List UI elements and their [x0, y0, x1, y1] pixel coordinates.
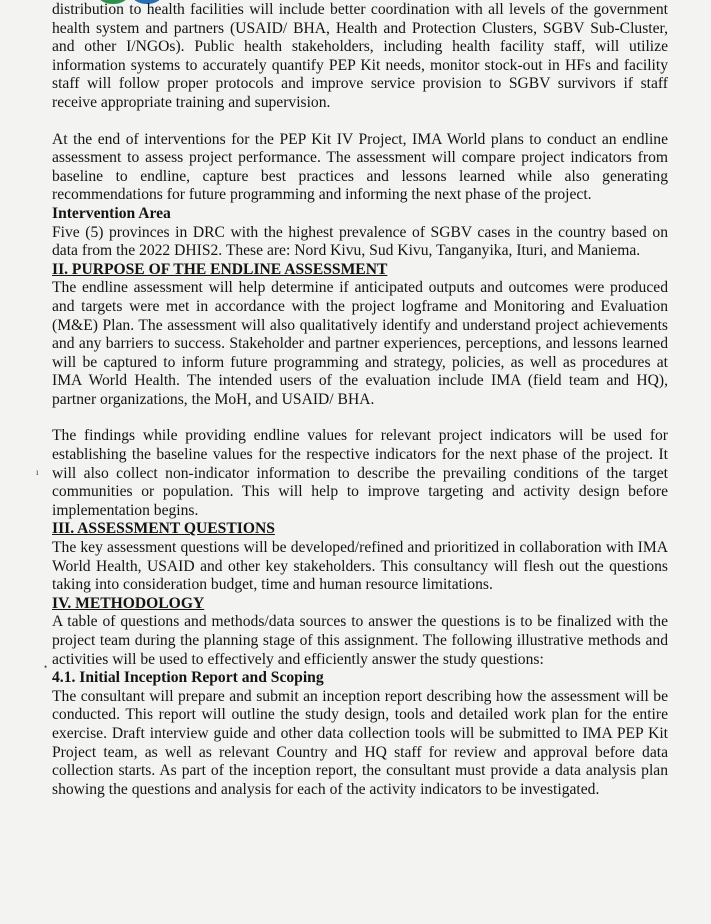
paragraph-endline-plan: At the end of interventions for the PEP Kit IV Project, IMA World plans to conduct an endline assessment to assess project performance. The assessment will compare project indicators from baseline to endline, capture best practices and lessons learned while also generating recommendations for future programming and informing the next phase of the project. [52, 130, 668, 204]
scan-speck: • [44, 662, 48, 672]
purpose-paragraph-2: The findings while providing endline values for relevant project indicators will be used for establishing the baseline values for the respective indicators for the next phase of the project. It will also collect non-indicator information to describe the prevailing conditions of the target communities or population. This will help to improve targeting and activity design before implementation begins. [52, 427, 668, 519]
methodology-text: A table of questions and methods/data sources to answer the questions is to be finalized with the project team during the planning stage of this assignment. The following illustrative methods and activities will be used to effectively and efficiently answer the study questions: [52, 613, 668, 668]
scan-speck: ı [36, 467, 39, 477]
methodology-heading: IV. METHODOLOGY [52, 594, 205, 612]
intervention-area-heading: Intervention Area [52, 204, 171, 222]
assessment-questions-heading: III. ASSESSMENT QUESTIONS [52, 520, 275, 538]
document-body [52, 1, 668, 799]
inception-heading: 4.1. Initial Inception Report and Scoping [52, 669, 324, 687]
intervention-area-text: Five (5) provinces in DRC with the highest prevalence of SGBV cases in the country based on data from the 2022 DHIS2. These are: Nord Kivu, Sud Kivu, Tanganyika, Ituri, and Maniema. [52, 223, 668, 260]
assessment-questions-text: The key assessment questions will be developed/refined and prioritized in collaboration with IMA World Health, USAID and other key stakeholders. This consultancy will flesh out the questions taking into consideration budget, time and human resource limitations. [52, 539, 668, 594]
inception-text: The consultant will prepare and submit an inception report describing how the assessment will be conducted. This report will outline the study design, tools and detailed work plan for the entire exercise. Draft interview guide and other data collection tools will be submitted to IMA PEP Kit Project team, as well as relevant Country and HQ staff for review and approval before data collection starts. As part of the inception report, the consultant must provide a data analysis plan showing the questions and analysis for each of the activity indicators to be investigated. [52, 687, 668, 798]
purpose-paragraph-1: The endline assessment will help determine if anticipated outputs and outcomes were produced and targets were met in accordance with the project logframe and Monitoring and Evaluation (M&E) Plan. The assessment will also qualitatively identify and understand project achievements and any barriers to success. Stakeholder and partner experiences, perceptions, and lessons learned will be captured to inform future programming and strategy, policies, as well as procedures at IMA World Health. The intended users of the evaluation include IMA (field team and HQ), partner organizations, the MoH, and USAID/ BHA. [52, 279, 668, 408]
purpose-heading: II. PURPOSE OF THE ENDLINE ASSESSMENT [52, 260, 388, 278]
paragraph-distribution: distribution to health facilities will include better coordination with all levels of the government health system and partners (USAID/ BHA, Health and Protection Clusters, SGBV Sub-Cluster, and other I/NGOs). Public health stakeholders, including health facility staff, will utilize information systems to accurately quantify PEP Kit needs, monitor stock-out in HFs and facility staff will follow proper protocols and improve service provision to SGBV survivors if staff receive appropriate training and supervision. [52, 1, 668, 111]
